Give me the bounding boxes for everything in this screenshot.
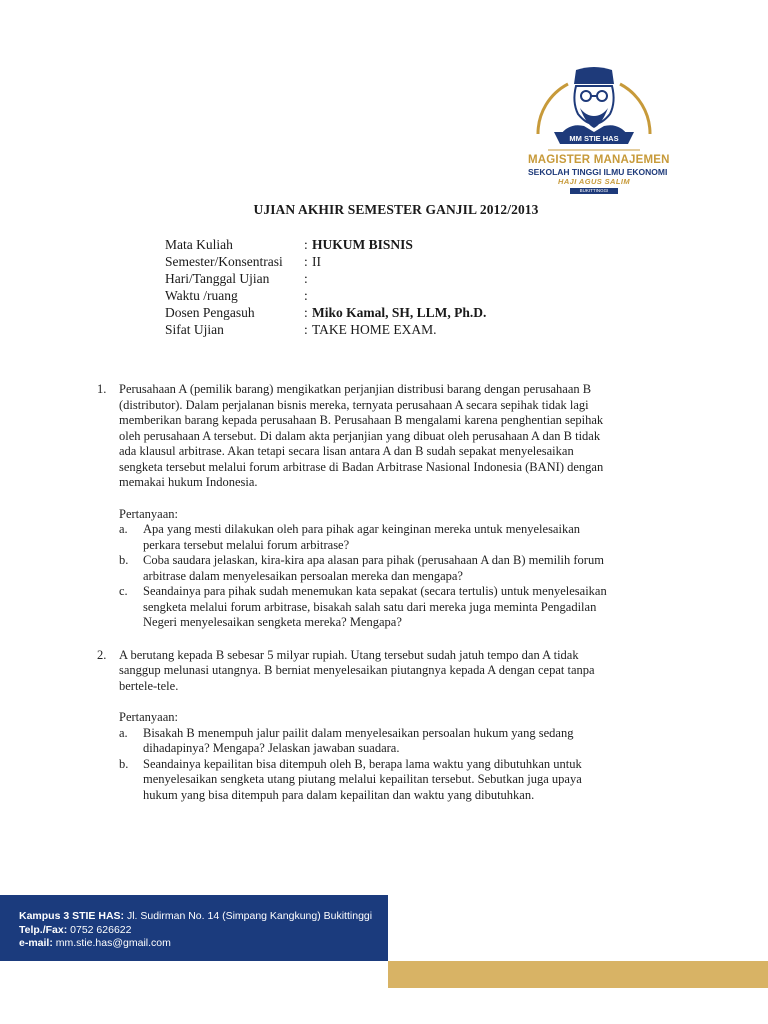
text-line: Perusahaan A (pemilik barang) mengikatkan perjanjian distribusi barang dengan perusahaan B (119, 382, 592, 396)
footer-email-value[interactable]: mm.stie.has@gmail.com (52, 937, 171, 949)
info-row-time-room (165, 287, 486, 304)
question-text (119, 382, 677, 491)
sub-question-1a (119, 522, 677, 553)
sub-question-2a (119, 726, 677, 757)
footer-contact-block (0, 895, 388, 961)
text-line: Negeri menyelesaikan sengketa mereka? Mengapa? (143, 615, 402, 629)
question-number: 1. (97, 382, 107, 396)
pertanyaan-label: Pertanyaan: (119, 710, 179, 724)
info-colon: : (304, 305, 308, 320)
logo-badge-text: MM STIE HAS (569, 134, 619, 143)
info-colon: : (304, 254, 308, 269)
info-label: Mata Kuliah (165, 237, 233, 252)
sub-question-letter: a. (119, 522, 128, 536)
pertanyaan-label: Pertanyaan: (119, 506, 179, 521)
footer-address-value: Jl. Sudirman No. 14 (Simpang Kangkung) Bukittinggi (124, 910, 373, 922)
text-line: memberikan barang kepada perusahaan B. Perusahaan B mengalami karena penghentian sepihak (119, 413, 604, 427)
sub-question-2b (119, 757, 677, 804)
logo-arc-right (620, 84, 650, 134)
cap-icon (574, 67, 614, 84)
info-colon: : (304, 322, 308, 337)
info-colon: : (304, 288, 308, 303)
text-line: oleh perusahaan A tersebut. Di dalam akta perjanjian yang dibuat oleh perusahaan A dan B tidak (119, 428, 601, 443)
info-row-exam-type (165, 321, 486, 338)
logo-school-name: SEKOLAH TINGGI ILMU EKONOMI (528, 167, 668, 177)
info-row-semester (165, 253, 486, 270)
logo-founder-name: HAJI AGUS SALIM (558, 177, 630, 186)
info-value-course: HUKUM BISNIS (312, 237, 413, 252)
text-line: Coba saudara jelaskan, kira-kira apa alasan para pihak (perusahaan A dan B) memilih forum (143, 553, 604, 567)
sub-question-1c (119, 584, 677, 631)
text-line: ada klausul arbitrase. Akan tetapi secara lisan antara A dan B sudah sepakat menyelesaikan (119, 444, 574, 458)
info-row-course (165, 236, 486, 253)
info-row-lecturer (165, 304, 486, 321)
info-value-exam-type: TAKE HOME EXAM. (312, 322, 437, 337)
text-line: dihadapinya? Mengapa? Jelaskan jawaban suadara. (143, 741, 400, 755)
text-line: sengketa melalui forum arbitrase, bisakah salah satu dari mereka juga meminta Pengadilan (143, 599, 597, 614)
footer-address (19, 910, 388, 924)
info-value-semester: II (312, 254, 321, 269)
info-label: Hari/Tanggal Ujian (165, 271, 270, 286)
text-line: (distributor). Dalam perjalanan bisnis mereka, ternyata perusahaan A secara sepihak tidak lagi (119, 397, 589, 412)
text-line: Apa yang mesti dilakukan oleh para pihak agar keinginan mereka untuk menyelesaikan (143, 522, 580, 536)
exam-body (97, 382, 677, 803)
question-1 (97, 382, 677, 631)
logo-city: BUKITTINGGI (570, 188, 618, 194)
info-colon: : (304, 271, 308, 286)
info-value-lecturer: Miko Kamal, SH, LLM, Ph.D. (312, 305, 487, 320)
text-line: sengketa tersebut melalui forum arbitrase di Badan Arbitrase Nasional Indonesia (BANI) dengan (119, 459, 604, 474)
exam-info (165, 236, 486, 338)
text-line: Seandainya para pihak sudah menemukan kata sepakat (secara tertulis) untuk menyelesaikan (143, 584, 607, 598)
logo (528, 62, 670, 194)
text-line: perkara tersebut melalui forum arbitrase? (143, 537, 350, 552)
question-text (119, 648, 677, 695)
sub-question-letter: b. (119, 553, 129, 567)
sub-question-letter: b. (119, 756, 129, 771)
sub-question-letter: c. (119, 584, 128, 598)
info-label: Dosen Pengasuh (165, 305, 255, 320)
footer-gold-bar (388, 961, 768, 988)
sub-question-letter: a. (119, 725, 128, 740)
info-row-date (165, 270, 486, 287)
text-line: Bisakah B menempuh jalur pailit dalam menyelesaikan persoalan hukum yang sedang (143, 725, 574, 740)
exam-title: UJIAN AKHIR SEMESTER GANJIL 2012/2013 (253, 202, 539, 217)
logo-emblem (528, 62, 660, 158)
question-2 (97, 648, 677, 804)
text-line: memakai hukum Indonesia. (119, 475, 258, 489)
footer-address-label: Kampus 3 STIE HAS: (19, 910, 125, 922)
text-line: hukum yang bisa ditempuh para dalam kepailitan dan waktu yang dibutuhkan. (143, 787, 535, 802)
footer-email (19, 937, 388, 951)
info-label: Sifat Ujian (165, 322, 224, 337)
footer-email-label: e-mail: (19, 937, 53, 949)
sub-question-1b (119, 553, 677, 584)
footer-phone-value: 0752 626622 (67, 923, 132, 936)
footer-phone-label: Telp./Fax: (19, 923, 68, 936)
logo-arc-left (538, 84, 568, 134)
info-label: Semester/Konsentrasi (165, 254, 283, 269)
question-number: 2. (97, 647, 107, 662)
logo-program-name: MAGISTER MANAJEMEN (528, 154, 670, 166)
text-line: bertele-tele. (119, 678, 179, 693)
text-line: arbitrase dalam menyelesaikan persoalan mereka dan mengapa? (143, 568, 463, 583)
text-line: Seandainya kepailitan bisa ditempuh oleh B, berapa lama waktu yang dibutuhkan untuk (143, 756, 582, 771)
footer-phone (19, 924, 388, 938)
info-colon: : (304, 237, 308, 252)
text-line: A berutang kepada B sebesar 5 milyar rupiah. Utang tersebut sudah jatuh tempo dan A tidak (119, 647, 579, 662)
text-line: menyelesaikan sengketa utang piutang melalui kepailitan tersebut. Sebutkan juga upaya (143, 772, 582, 786)
info-label: Waktu /ruang (165, 288, 238, 303)
text-line: sanggup melunasi utangnya. B berniat menyelesaikan piutangnya kepada A dengan cepat tanpa (119, 663, 595, 677)
